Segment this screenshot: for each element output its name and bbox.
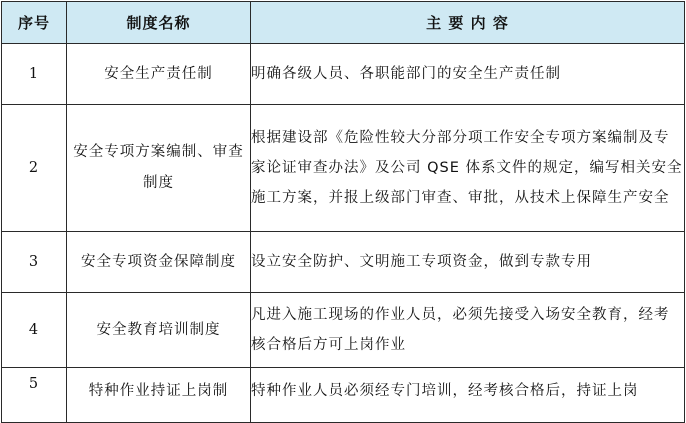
table-row: [2, 293, 685, 368]
table-row: [2, 368, 685, 423]
table-row: [2, 44, 685, 105]
header-seq: 序号: [2, 2, 67, 44]
row-content: 明确各级人员、各职能部门的安全生产责任制: [251, 44, 685, 105]
table-row: [2, 232, 685, 293]
row-system-name: 安全专项资金保障制度: [67, 232, 251, 293]
safety-system-table: [1, 1, 685, 423]
row-content: 根据建设部《危险性较大分部分项工作安全专项方案编制及专家论证审查办法》及公司 QSE 体系文件的规定，编写相关安全施工方案，并报上级部门审查、审批，从技术上保障生产安全: [251, 105, 685, 232]
row-content: 设立安全防护、文明施工专项资金，做到专款专用: [251, 232, 685, 293]
row-seq: 2: [2, 105, 67, 232]
row-content: 特种作业人员必须经专门培训，经考核合格后，持证上岗: [251, 368, 685, 423]
table-row: [2, 105, 685, 232]
row-seq: 4: [2, 293, 67, 368]
row-seq: 3: [2, 232, 67, 293]
row-seq: 5: [2, 368, 67, 423]
header-row: [2, 2, 685, 44]
header-main-content: 主 要 内 容: [251, 2, 685, 44]
row-content: 凡进入施工现场的作业人员，必须先接受入场安全教育，经考核合格后方可上岗作业: [251, 293, 685, 368]
row-system-name: 安全专项方案编制、审查制度: [67, 105, 251, 232]
row-seq: 1: [2, 44, 67, 105]
row-system-name: 安全教育培训制度: [67, 293, 251, 368]
row-system-name: 安全生产责任制: [67, 44, 251, 105]
row-system-name: 特种作业持证上岗制: [67, 368, 251, 423]
header-system-name: 制度名称: [67, 2, 251, 44]
